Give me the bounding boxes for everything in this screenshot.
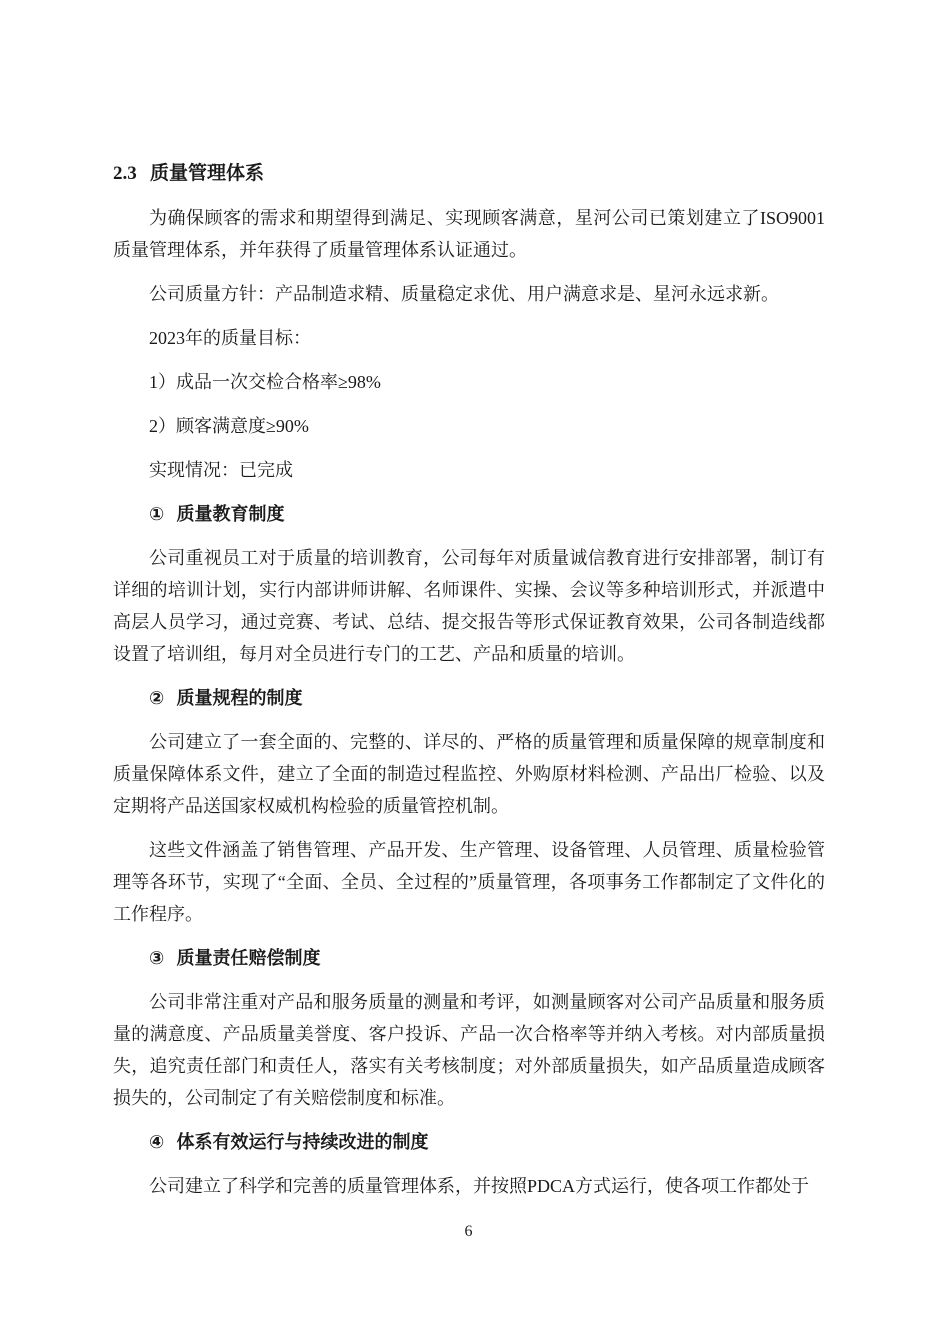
circled-number-1-icon: ①	[149, 504, 165, 524]
subsection-2-paragraph-2: 这些文件涵盖了销售管理、产品开发、生产管理、设备管理、人员管理、质量检验管理等各环节，实现了“全面、全员、全过程的”质量管理，各项事务工作都制定了文件化的工作程序。	[113, 840, 825, 924]
subsection-title-2: 质量规程的制度	[176, 688, 303, 708]
circled-number-2-icon: ②	[149, 688, 165, 708]
subsection-title-3: 质量责任赔偿制度	[176, 948, 321, 968]
subsection-title-4: 体系有效运行与持续改进的制度	[176, 1132, 429, 1152]
paragraph-quality-policy: 公司质量方针：产品制造求精、质量稳定求优、用户满意求是、星河永远求新。	[149, 284, 779, 304]
paragraph-status: 实现情况：已完成	[149, 460, 293, 480]
subsection-1-paragraph-1: 公司重视员工对于质量的培训教育，公司每年对质量诚信教育进行安排部署，制订有详细的培训计划，实行内部讲师讲解、名师课件、实操、会议等多种培训形式，并派遣中高层人员学习，通过竞赛、考试、总结、提交报告等形式保证教育效果，公司各制造线都设置了培训组，每月对全员进行专门的工艺、产品和质量的培训。	[113, 548, 825, 664]
section-title: 质量管理体系	[150, 163, 265, 184]
subsection-4-paragraph-1: 公司建立了科学和完善的质量管理体系，并按照PDCA方式运行，使各项工作都处于	[149, 1176, 810, 1196]
subsection-heading-1	[113, 498, 825, 530]
subsection-heading-3	[113, 942, 825, 974]
subsection-heading-2	[113, 682, 825, 714]
circled-number-4-icon: ④	[149, 1132, 165, 1152]
subsection-2-paragraph-1: 公司建立了一套全面的、完整的、详尽的、严格的质量管理和质量保障的规章制度和质量保障体系文件，建立了全面的制造过程监控、外购原材料检测、产品出厂检验、以及定期将产品送国家权威机构检验的质量管控机制。	[113, 732, 825, 816]
subsection-title-1: 质量教育制度	[176, 504, 285, 524]
paragraph-intro: 为确保顾客的需求和期望得到满足、实现顾客满意，星河公司已策划建立了ISO9001质量管理体系，并年获得了质量管理体系认证通过。	[113, 208, 825, 260]
goal-item-2: 2）顾客满意度≥90%	[149, 416, 309, 436]
goal-item-1: 1）成品一次交检合格率≥98%	[149, 372, 381, 392]
subsection-3-paragraph-1: 公司非常注重对产品和服务质量的测量和考评，如测量顾客对公司产品质量和服务质量的满意度、产品质量美誉度、客户投诉、产品一次合格率等并纳入考核。对内部质量损失，追究责任部门和责任人，落实有关考核制度；对外部质量损失，如产品质量造成顾客损失的，公司制定了有关赔偿制度和标准。	[113, 992, 825, 1108]
section-heading	[113, 158, 825, 190]
page-number: 6	[464, 1223, 473, 1240]
page-content	[113, 158, 825, 1214]
section-number: 2.3	[113, 163, 137, 184]
subsection-heading-4	[113, 1126, 825, 1158]
circled-number-3-icon: ③	[149, 948, 165, 968]
paragraph-goals-title: 2023年的质量目标：	[149, 328, 311, 348]
